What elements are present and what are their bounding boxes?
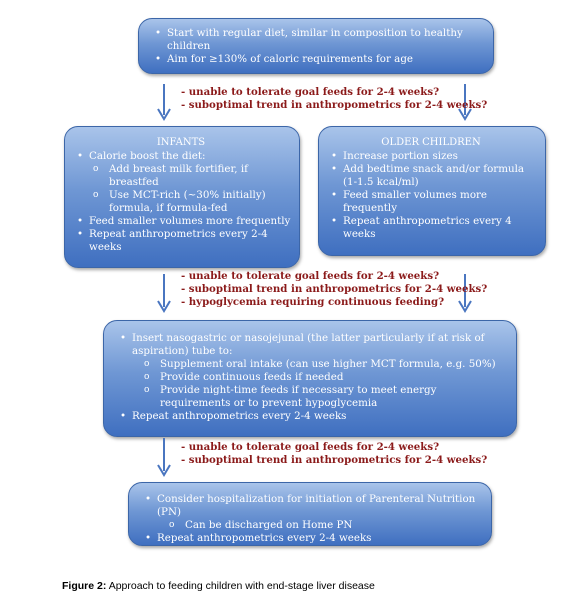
tube-item-2: • Repeat anthropometrics every 2-4 weeks (114, 410, 508, 423)
condition-line: - suboptimal trend in anthropometrics for 2-4 weeks? (181, 454, 488, 466)
condition-group-3 (181, 441, 487, 467)
infants-subitem-2: o Use MCT-rich (~30% initially) formula, if formula-fed (71, 189, 291, 215)
condition-line: - suboptimal trend in anthropometrics for 2-4 weeks? (181, 99, 488, 111)
figure-label: Figure 2: (62, 580, 107, 592)
condition-line: - unable to tolerate goal feeds for 2-4 weeks? (181, 86, 440, 98)
older-item-3: • Feed smaller volumes more frequently (325, 189, 537, 215)
infants-subitem-1: o Add breast milk fortifier, if breastfed (71, 163, 291, 189)
figure-caption-text: Approach to feeding children with end-stage liver disease (108, 580, 375, 592)
condition-line: - hypoglycemia requiring continuous feeding? (181, 296, 445, 308)
box1-item-1: • Start with regular diet, similar in composition to healthy children (149, 27, 483, 53)
tube-subitem-1: o Supplement oral intake (can use higher MCT formula, e.g. 50%) (114, 358, 508, 371)
infants-item-2: • Feed smaller volumes more frequently (71, 215, 291, 228)
older-children-title: OLDER CHILDREN (381, 137, 481, 148)
tube-subitem-2: o Provide continuous feeds if needed (114, 371, 508, 384)
condition-line: - unable to tolerate goal feeds for 2-4 weeks? (181, 441, 440, 453)
arrow-down-3 (157, 438, 171, 478)
condition-group-1 (181, 86, 487, 112)
parenteral-nutrition-box (128, 482, 492, 546)
older-item-4: • Repeat anthropometrics every 4 weeks (325, 215, 537, 241)
arrow-down-left-2 (157, 274, 171, 314)
infants-item-3: • Repeat anthropometrics every 2-4 weeks (71, 228, 291, 254)
pn-item-2: • Repeat anthropometrics every 2-4 weeks (139, 532, 483, 545)
figure-caption (62, 580, 375, 592)
start-regular-diet-box (138, 18, 494, 74)
infants-title: INFANTS (156, 137, 206, 148)
pn-subitem-1: o Can be discharged on Home PN (139, 519, 483, 532)
condition-group-2 (181, 270, 487, 309)
older-item-2: • Add bedtime snack and/or formula (1-1.5 kcal/ml) (325, 163, 537, 189)
condition-line: - suboptimal trend in anthropometrics for 2-4 weeks? (181, 283, 488, 295)
tube-feeding-box (103, 320, 517, 437)
box1-item-2: • Aim for ≥130% of caloric requirements for age (149, 53, 483, 66)
older-item-1: • Increase portion sizes (325, 150, 537, 163)
arrow-down-left-1 (157, 84, 171, 122)
infants-item-1: • Calorie boost the diet: (71, 150, 291, 163)
condition-line: - unable to tolerate goal feeds for 2-4 weeks? (181, 270, 440, 282)
infants-box (64, 126, 300, 268)
tube-item-1: • Insert nasogastric or nasojejunal (the latter particularly if at risk of aspiration) tube to: (114, 332, 508, 358)
pn-item-1: • Consider hospitalization for initiation of Parenteral Nutrition (PN) (139, 493, 483, 519)
tube-subitem-3: o Provide night-time feeds if necessary to meet energy requirements or to prevent hypoglycemia (114, 384, 508, 410)
older-children-box (318, 126, 546, 256)
